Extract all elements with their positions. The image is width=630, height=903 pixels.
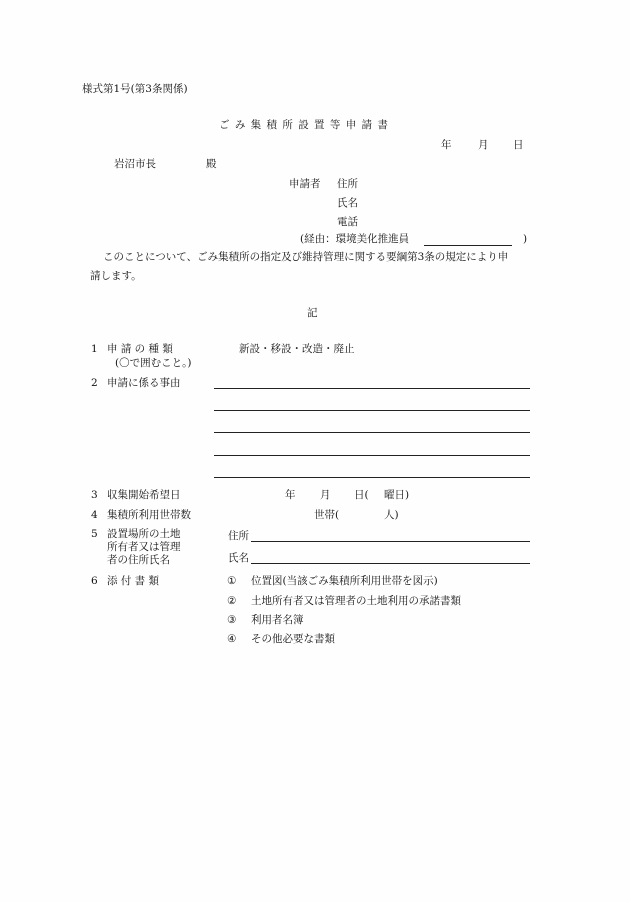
attachment-1-mark: ①	[227, 575, 237, 587]
households-suffix: 人)	[384, 509, 399, 521]
reason-line-5[interactable]	[214, 477, 530, 478]
landowner-address-label: 住所	[228, 530, 249, 542]
applicant-label: 申請者	[289, 178, 321, 190]
via-underline	[424, 245, 512, 246]
start-date-day-label: 日(	[354, 489, 369, 501]
via-close: )	[523, 233, 528, 245]
intro-text-line2: 請します。	[90, 270, 142, 282]
page-title: ご み 集 積 所 設 置 等 申 請 書	[219, 119, 389, 131]
application-type-options: 新設・移設・改造・廃止	[239, 343, 355, 355]
applicant-phone-label: 電話	[337, 216, 358, 228]
item2-label: 申請に係る事由	[107, 377, 181, 389]
start-date-month-label: 月	[320, 489, 331, 501]
landowner-address-line[interactable]	[251, 541, 530, 542]
reason-line-4[interactable]	[214, 455, 530, 456]
item6-label: 添 付 書 類	[107, 575, 160, 587]
attachment-4-text: その他必要な書類	[251, 633, 335, 645]
landowner-name-label: 氏名	[228, 552, 249, 564]
intro-text-line1: このことについて、ごみ集積所の指定及び維持管理に関する要綱第3条の規定により申	[103, 251, 509, 263]
addressee-honorific: 殿	[206, 158, 217, 170]
landowner-name-line[interactable]	[251, 563, 530, 564]
attachment-3-text: 利用者名簿	[251, 614, 304, 626]
reason-line-2[interactable]	[214, 410, 530, 411]
attachment-2-mark: ②	[227, 595, 237, 607]
start-date-year-label: 年	[285, 489, 296, 501]
attachment-3-mark: ③	[227, 614, 237, 626]
reason-line-3[interactable]	[214, 432, 530, 433]
form-id: 様式第1号(第3条関係)	[82, 83, 188, 95]
item1-note: (〇で囲むこと。)	[115, 357, 192, 369]
date-year-label: 年	[441, 139, 452, 151]
item4-label: 集積所利用世帯数	[107, 509, 191, 521]
addressee-name: 岩沼市長	[114, 158, 156, 170]
item1-label: 申 請 の 種 類	[107, 343, 173, 355]
attachment-2-text: 土地所有者又は管理者の土地利用の承諾書類	[251, 595, 461, 607]
households-prefix: 世帯(	[314, 509, 340, 521]
item6-number: 6	[91, 575, 98, 587]
applicant-name-label: 氏名	[337, 197, 358, 209]
item4-number: 4	[91, 509, 98, 521]
via-label: (経由：環境美化推進員	[300, 233, 410, 245]
applicant-address-label: 住所	[337, 178, 358, 190]
date-day-label: 日	[513, 139, 524, 151]
reason-line-1[interactable]	[214, 388, 530, 389]
item3-label: 収集開始希望日	[107, 489, 181, 501]
ki-heading: 記	[307, 307, 318, 319]
item5-label-line1: 設置場所の土地	[107, 528, 181, 540]
item3-number: 3	[91, 489, 98, 501]
item2-number: 2	[91, 377, 98, 389]
item5-label-line3: 者の住所氏名	[107, 554, 170, 566]
date-month-label: 月	[478, 139, 489, 151]
start-date-weekday-label: 曜日)	[384, 489, 410, 501]
item5-label-line2: 所有者又は管理	[107, 541, 181, 553]
attachment-1-text: 位置図(当該ごみ集積所利用世帯を図示)	[251, 575, 438, 587]
item1-number: 1	[91, 343, 98, 355]
attachment-4-mark: ④	[227, 633, 237, 645]
item5-number: 5	[91, 528, 98, 540]
